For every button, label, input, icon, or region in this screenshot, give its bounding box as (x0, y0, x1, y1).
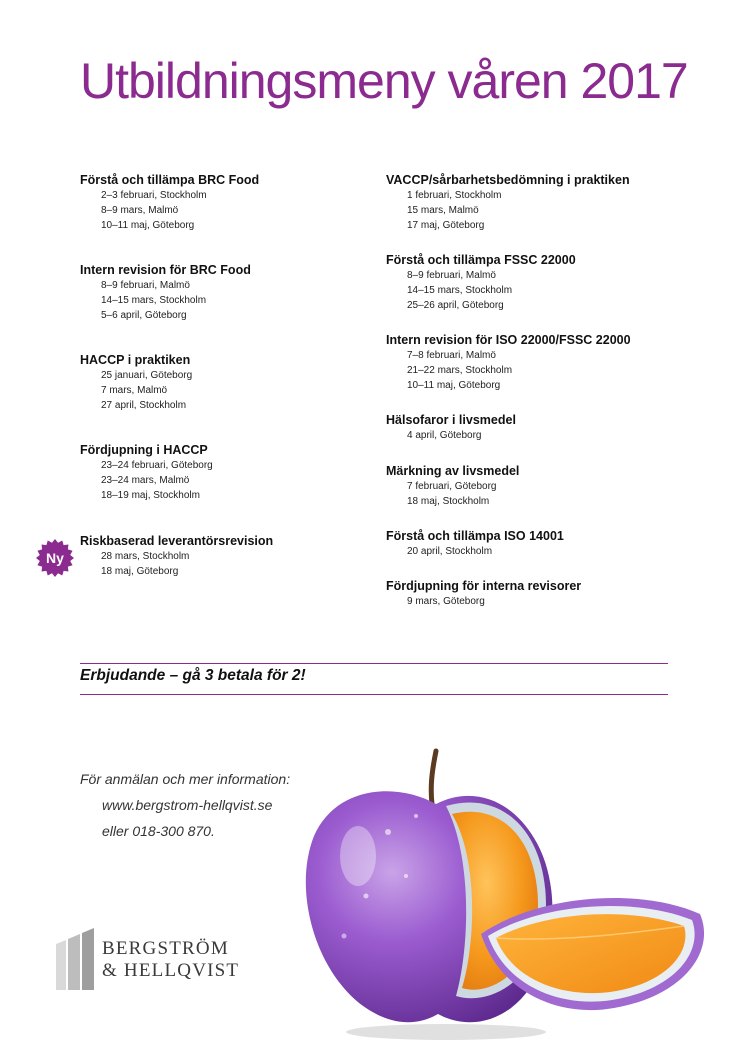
course-date: 18–19 maj, Stockholm (101, 490, 200, 501)
course-dates (80, 549, 273, 579)
course-date: 5–6 april, Göteborg (101, 310, 187, 321)
course-date: 25 januari, Göteborg (101, 370, 193, 381)
course-title: Märkning av livsmedel (386, 464, 520, 478)
course-dates (386, 268, 576, 313)
course-title: Riskbaserad leverantörsrevision (80, 534, 274, 548)
course-date: 8–9 februari, Malmö (407, 270, 496, 281)
course-date: 2–3 februari, Stockholm (101, 190, 207, 201)
course-title: Intern revision för BRC Food (80, 263, 251, 277)
course-title: HACCP i praktiken (80, 353, 191, 367)
logo-text (102, 938, 239, 982)
apple-orange-image (296, 746, 716, 1046)
course-item (386, 172, 630, 233)
course-title: VACCP/sårbarhetsbedömning i praktiken (386, 173, 630, 187)
course-dates (80, 368, 192, 413)
course-dates (386, 594, 581, 609)
course-date: 1 februari, Stockholm (407, 190, 502, 201)
course-dates (386, 428, 516, 443)
course-date: 7–8 februari, Malmö (407, 350, 496, 361)
course-date: 8–9 februari, Malmö (101, 280, 190, 291)
new-badge-label: Ny (46, 550, 64, 566)
course-item (386, 578, 581, 609)
course-date: 15 mars, Malmö (407, 205, 479, 216)
offer-rule-top (80, 663, 668, 664)
course-date: 18 maj, Stockholm (407, 496, 490, 507)
logo-columns-icon (54, 928, 98, 992)
course-date: 10–11 maj, Göteborg (101, 220, 195, 231)
course-item (80, 262, 251, 323)
course-dates (80, 188, 259, 233)
course-dates (386, 479, 519, 509)
course-date: 20 april, Stockholm (407, 546, 493, 557)
course-item (80, 533, 273, 579)
website-link[interactable]: www.bergstrom-hellqvist.se (102, 797, 273, 813)
course-dates (80, 458, 213, 503)
course-date: 7 mars, Malmö (101, 385, 168, 396)
course-date: 21–22 mars, Stockholm (407, 365, 513, 376)
course-dates (386, 188, 630, 233)
logo-line-1: BERGSTRÖM (102, 938, 229, 959)
course-item (80, 172, 259, 233)
course-title: Fördjupning i HACCP (80, 443, 208, 457)
course-item (386, 252, 576, 313)
apple-orange-illustration (296, 746, 716, 1046)
course-date: 18 maj, Göteborg (101, 566, 179, 577)
course-dates (386, 348, 631, 393)
course-item (386, 528, 564, 559)
course-title: Förstå och tillämpa BRC Food (80, 173, 260, 187)
course-title: Fördjupning för interna revisorer (386, 579, 582, 593)
course-title: Förstå och tillämpa ISO 14001 (386, 529, 564, 543)
course-date: 9 mars, Göteborg (407, 596, 485, 607)
course-item (80, 442, 213, 503)
course-dates (80, 278, 251, 323)
phone-number: eller 018-300 870. (102, 823, 215, 839)
info-label: För anmälan och mer information: (80, 771, 291, 787)
course-title: Hälsofaror i livsmedel (386, 413, 516, 427)
new-badge (36, 539, 74, 577)
course-date: 28 mars, Stockholm (101, 551, 190, 562)
course-item (80, 352, 192, 413)
course-date: 14–15 mars, Stockholm (407, 285, 513, 296)
course-date: 25–26 april, Göteborg (407, 300, 504, 311)
course-item (386, 412, 516, 443)
offer-text: Erbjudande – gå 3 betala för 2! (80, 667, 306, 684)
course-title: Förstå och tillämpa FSSC 22000 (386, 253, 576, 267)
course-date: 23–24 februari, Göteborg (101, 460, 213, 471)
course-date: 23–24 mars, Malmö (101, 475, 190, 486)
course-date: 27 april, Stockholm (101, 400, 187, 411)
course-date: 4 april, Göteborg (407, 430, 482, 441)
course-dates (386, 544, 564, 559)
page-title: Utbildningsmeny våren 2017 (80, 53, 688, 109)
course-date: 7 februari, Göteborg (407, 481, 497, 492)
offer-rule-bottom (80, 694, 668, 695)
company-logo (54, 928, 254, 992)
course-item (386, 332, 631, 393)
course-date: 14–15 mars, Stockholm (101, 295, 207, 306)
course-title: Intern revision för ISO 22000/FSSC 22000 (386, 333, 631, 347)
contact-info (80, 766, 290, 844)
logo-line-2: & HELLQVIST (102, 960, 240, 981)
course-date: 10–11 maj, Göteborg (407, 380, 501, 391)
course-item (386, 463, 519, 509)
course-date: 8–9 mars, Malmö (101, 205, 179, 216)
course-date: 17 maj, Göteborg (407, 220, 485, 231)
